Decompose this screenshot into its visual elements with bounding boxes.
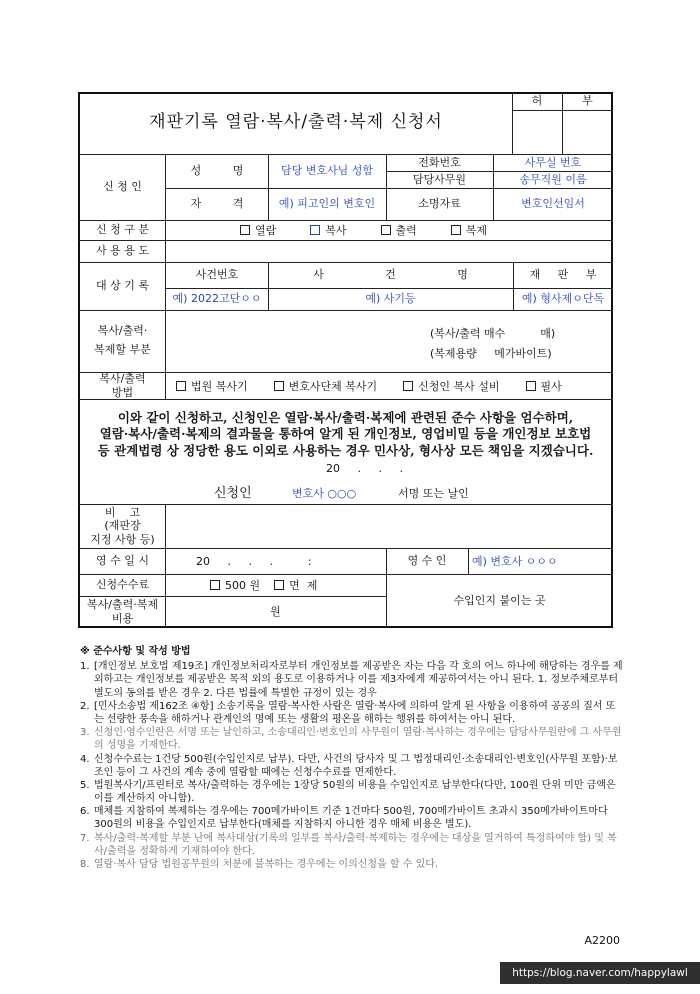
checkbox-icon[interactable]: [176, 381, 186, 391]
target-record-label: 대 상 기 록: [96, 279, 149, 293]
qualification-value[interactable]: 예) 피고인의 변호인: [278, 197, 376, 211]
proof-value[interactable]: 변호인선임서: [521, 197, 585, 211]
cost-unit[interactable]: 원: [270, 605, 281, 619]
watermark-url: https://blog.naver.com/happylawl: [500, 962, 700, 984]
sign-or-seal[interactable]: 서명 또는 날인: [398, 487, 469, 500]
fee-label: 신청수수료: [95, 578, 150, 592]
notes-heading: ※ 준수사항 및 작성 방법: [80, 646, 191, 657]
form-code: A2200: [584, 934, 620, 947]
note-item: 2. [민사소송법 제162조 ④항] 소송기록을 열람·복사한 사람은 열람·복사에 의하여 알게 된 사항을 이용하여 공공의 질서 또는 선량한 풍속을 해하거나 관계인의 명예 또는 생활의 평온을 해하는 행위를 하여서는 아니 된다.: [80, 700, 616, 725]
method-label: 복사/출력 방법: [99, 371, 146, 399]
case-number-value[interactable]: 예) 2022고단ㅇㅇ: [172, 292, 262, 306]
remarks-input[interactable]: [166, 505, 612, 548]
request-type-options: [240, 220, 487, 240]
case-name-label: 사 건 명: [313, 268, 468, 282]
copy-capacity: (복제용량 메가바이트): [430, 347, 552, 360]
checkbox-icon[interactable]: [240, 225, 250, 235]
request-print-option[interactable]: 출력: [381, 222, 417, 238]
phone-value[interactable]: 사무실 번호: [524, 155, 582, 169]
court-label: 재 판 부: [529, 268, 597, 282]
receipt-person-value[interactable]: 예) 변호사 ㅇㅇㅇ: [472, 555, 558, 568]
purpose-value[interactable]: [166, 241, 612, 262]
note-item: 6. 매체를 지참하여 복제하는 경우에는 700메가바이트 기준 1건마다 500원, 700메가바이트 초과시 350메가바이트마다 300원의 비용을 수입인지로 납부한다(매체를 지참하지 아니한 경우 매체 비용은 별도).: [80, 806, 608, 831]
checkbox-icon[interactable]: [210, 580, 220, 590]
approve-box[interactable]: [513, 111, 562, 154]
copy-part-input[interactable]: [166, 311, 612, 371]
note-item: 7. 복사/출력·복제할 부분 난에 복사대상(기록의 일부를 복사/출력·복제하는 경우에는 대상을 열거하여 특정하여야 함) 및 복사/출력을 정확하게 기재하여야 한다.: [80, 832, 617, 857]
fee-500-option[interactable]: 500 원: [210, 577, 260, 593]
receipt-date-label: 영 수 일 시: [96, 554, 149, 568]
notes-section: [80, 645, 625, 871]
checkbox-icon[interactable]: [526, 381, 536, 391]
signer-label: 신청인: [214, 486, 252, 501]
checkbox-icon[interactable]: [451, 225, 461, 235]
applicant-label: 신 청 인: [103, 180, 142, 194]
case-number-label: 사건번호: [195, 268, 239, 282]
pledge-date[interactable]: 20 . . .: [326, 462, 403, 475]
case-name-value[interactable]: 예) 사기등: [365, 292, 416, 306]
method-bar-copier[interactable]: 변호사단체 복사기: [274, 378, 378, 394]
signer-value[interactable]: 변호사 ○○○: [292, 487, 357, 500]
note-item: 1. [개인정보 보호법 제19조] 개인정보처리자로부터 개인정보를 제공받은 자는 다음 각 호의 어느 하나에 해당하는 경우를 제외하고는 개인정보를 제공받은 목적 외의 용도로 이용하거나 이를 제3자에게 제공하여서는 아니 된다. 1. 정보주체로부터 별도의 동의를 받은 경우 2. 다른 법률에 특별한 규정이 있는 경우: [80, 661, 623, 699]
reject-box[interactable]: [563, 111, 612, 154]
method-handwrite[interactable]: 필사: [526, 378, 562, 394]
approve-label: 허: [531, 94, 543, 108]
checkbox-icon[interactable]: [310, 225, 320, 235]
note-item: 4. 신청수수료는 1건당 500원(수입인지로 납부). 다만, 사건의 당사자 및 그 법정대리인·소송대리인·변호인(사무원 포함)·보조인 등이 그 사건의 계속 중에 열람할 때에는 신청수수료를 면제한다.: [80, 753, 618, 778]
checkbox-icon[interactable]: [381, 225, 391, 235]
copy-part-label: 복사/출력· 복제할 부분: [94, 324, 151, 356]
phone-label: 전화번호: [418, 155, 461, 169]
fee-exempt-option[interactable]: 면 제: [274, 577, 317, 593]
checkbox-icon[interactable]: [274, 580, 284, 590]
request-copy-option[interactable]: 복사: [310, 222, 346, 238]
request-duplicate-option[interactable]: 복제: [451, 222, 487, 238]
note-item: 3. 신청인·영수인란은 서명 또는 날인하고, 소송대리인·변호인의 사무원이 열람·복사하는 경우에는 담당사무원란에 그 사무원의 성명을 기재한다.: [80, 727, 622, 752]
name-label: 성 명: [190, 164, 244, 178]
fee-options: [210, 574, 317, 596]
receipt-person-label: 영 수 인: [407, 554, 447, 568]
purpose-label: 사 용 용 도: [96, 244, 149, 258]
stamp-area[interactable]: 수입인지 붙이는 곳: [453, 594, 546, 608]
note-item: 8. 열람·복사 담당 법원공무원의 처분에 불복하는 경우에는 이의신청을 할 수 있다.: [80, 859, 439, 870]
court-value[interactable]: 예) 형사제ㅇ단독: [521, 292, 605, 306]
checkbox-icon[interactable]: [274, 381, 284, 391]
proof-label: 소명자료: [418, 197, 461, 211]
checkbox-icon[interactable]: [403, 381, 413, 391]
qualification-label: 자 격: [190, 197, 244, 211]
staff-value[interactable]: 송무직원 이름: [519, 172, 587, 186]
pledge-text: 이와 같이 신청하고, 신청인은 열람·복사/출력·복제에 관련된 준수 사항을 엄수하며, 열람·복사/출력·복제의 결과물을 통하여 알게 된 개인정보, 영업비밀 등을 개인정보 보호법 등 관계법령 상 정당한 용도 이외로 사용하는 경우 민사상, 형사상 모든 책임을 지겠습니다.: [97, 410, 594, 458]
remarks-label: 비 고 (재판장 지정 사항 등): [90, 506, 155, 546]
cost-label: 복사/출력·복제 비용: [87, 597, 158, 625]
request-type-label: 신 청 구 분: [96, 223, 149, 237]
note-item: 5. 법원복사기/프린터로 복사/출력하는 경우에는 1장당 50원의 비용을 수입인지로 납부한다(다만, 100원 단위 미만 금액은 이를 계산하지 아니함).: [80, 779, 616, 805]
reject-label: 부: [582, 94, 593, 108]
staff-label: 담당사무원: [412, 172, 467, 186]
copy-page-count: (복사/출력 매수 매): [430, 327, 556, 340]
method-options: [176, 372, 562, 399]
method-own-equipment[interactable]: 신청인 복사 설비: [403, 378, 499, 394]
request-view-option[interactable]: 열람: [240, 222, 276, 238]
name-value[interactable]: 담당 변호사님 성함: [280, 164, 373, 178]
method-court-copier[interactable]: 법원 복사기: [176, 378, 248, 394]
form-title: 재판기록 열람·복사/출력·복제 신청서: [149, 112, 443, 133]
receipt-date-value[interactable]: 20 . . . :: [196, 554, 312, 568]
